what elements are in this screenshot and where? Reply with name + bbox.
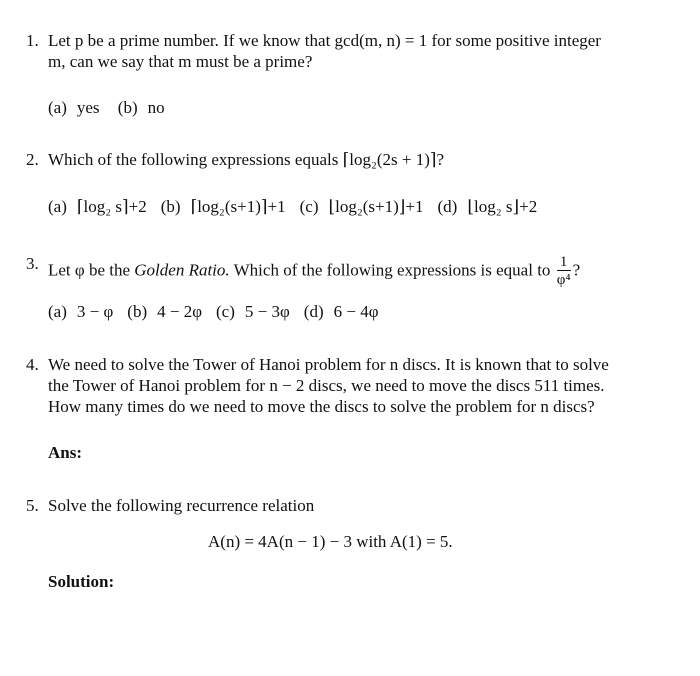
solution-label: Solution: — [48, 572, 115, 591]
q3-option-d: (d) 6 − 4φ — [303, 302, 379, 321]
q2-option-a: (a) ⌈log₂ s⌉+2 — [48, 197, 147, 216]
q2-option-c: (c) ⌊log₂(s+1)⌋+1 — [299, 197, 424, 216]
q4-text-line3: How many times do we need to move the discs to solve the problem for n discs? — [48, 397, 595, 416]
q3-option-a: (a) 3 − φ — [48, 302, 114, 321]
q4-text-line1: We need to solve the Tower of Hanoi problem for n discs. It is known that to solve — [48, 355, 609, 374]
q1-option-a: (a) yes — [48, 98, 100, 117]
recurrence-equation: A(n) = 4A(n − 1) − 3 with A(1) = 5. — [208, 532, 453, 551]
q2-option-b: (b) ⌈log₂(s+1)⌉+1 — [160, 197, 286, 216]
q1-number: 1. — [26, 31, 39, 50]
q2-option-d: (d) ⌊log₂ s⌋+2 — [437, 197, 538, 216]
q1-text-line2: m, can we say that m must be a prime? — [48, 52, 313, 71]
q3-text-line1: Let φ be the Golden Ratio. Which of the following expressions is equal to $\frac{1}{\text{φ⁴}}$ ? — [48, 254, 581, 288]
q4-number: 4. — [26, 355, 39, 374]
golden-ratio-term: Golden Ratio. — [134, 260, 230, 280]
q1-option-b: (b) no — [117, 98, 165, 117]
q5-number: 5. — [26, 496, 39, 515]
q1-text-line1: Let p be a prime number. If we know that gcd(m, n) = 1 for some positive integer — [48, 31, 601, 50]
q2-number: 2. — [26, 150, 39, 169]
q5-text-line1: Solve the following recurrence relation — [48, 496, 315, 515]
q3-option-c: (c) 5 − 3φ — [216, 302, 290, 321]
q4-text-line2: the Tower of Hanoi problem for n − 2 discs, we need to move the discs 511 times. — [48, 376, 605, 395]
q3-fraction: $\frac{1}{\text{φ⁴}}$ — [556, 254, 571, 288]
q2-text-line1: Which of the following expressions equals ⌈log₂(2s + 1)⌉? — [48, 150, 445, 169]
q3-option-b: (b) 4 − 2φ — [127, 302, 203, 321]
answer-label: Ans: — [48, 443, 83, 462]
q3-number: 3. — [26, 254, 39, 273]
